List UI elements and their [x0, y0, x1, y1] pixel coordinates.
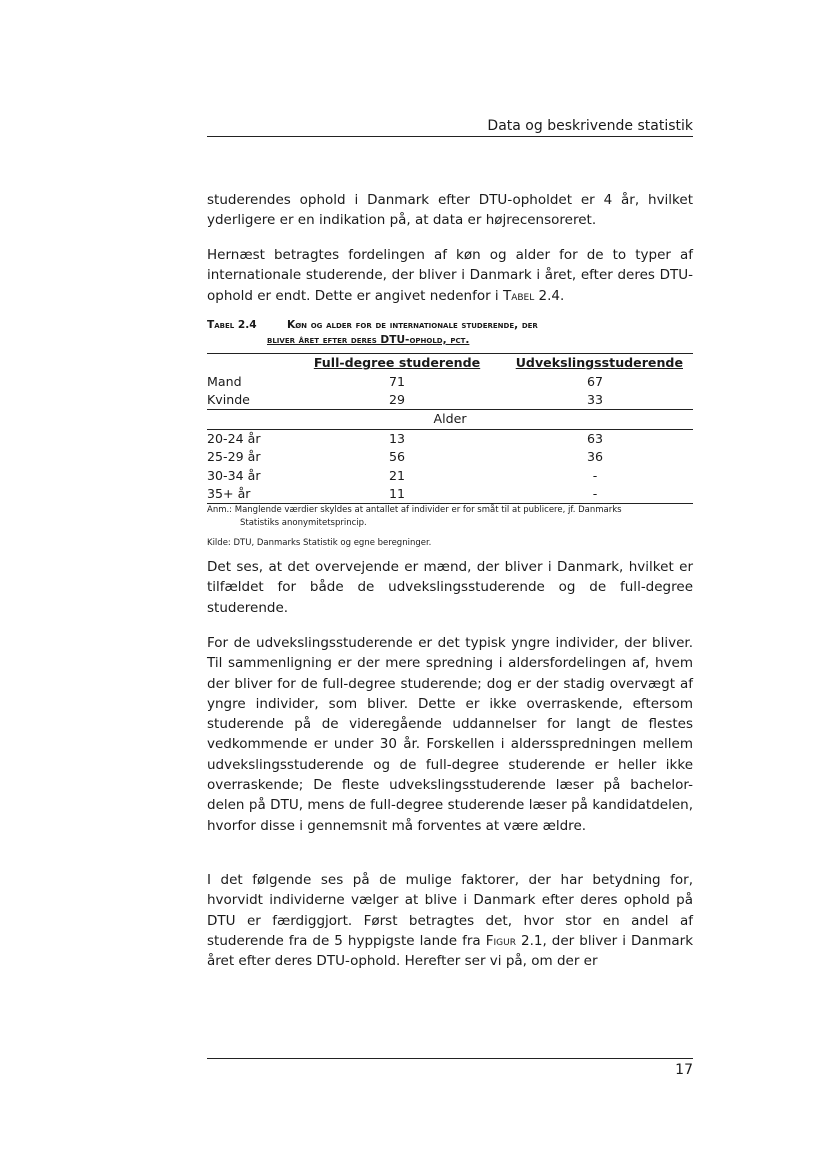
row-label: Mand — [207, 373, 242, 389]
paragraph-5-text: I det følgende ses på de mulige faktorer, der har betydning for, hvorvidt individerne vælger at blive i Danmark efter deres ophold på DTU er færdiggjort. Først betragtes det, hvor stor en andel af studerende fra de 5 hyppigste lande fra — [207, 872, 693, 949]
table-row — [207, 466, 693, 484]
cell-exchange: - — [592, 467, 598, 483]
table-reference: Tabel 2.4 — [502, 287, 561, 304]
running-header: Data og beskrivende statistik — [207, 117, 693, 137]
cell-full-degree: 21 — [388, 467, 406, 483]
table-note: Anm.: Manglende værdier skyldes at antallet af individer er for småt til at publicere, jf. Danmarks — [207, 505, 622, 515]
figure-reference: Figur 2.1 — [485, 932, 543, 949]
table-source: Kilde: DTU, Danmarks Statistik og egne beregninger. — [207, 538, 432, 548]
row-label: 20-24 år — [207, 430, 261, 446]
table-notes — [207, 504, 693, 550]
paragraph-5 — [207, 870, 693, 971]
paragraph-5-end: , der bliver i Danmark året efter deres DTU-ophold. Herefter ser vi på, om der er — [207, 932, 694, 970]
table-header-row — [207, 354, 693, 373]
cell-exchange: 67 — [586, 373, 604, 389]
paragraph-4: For de udvekslingsstuderende er det typisk yngre individer, der bliver. Til sammenligning er der mere spredning i aldersfordelingen af, hvem der bliver for de full-degree studerende; dog er der stadig overvægt af yngre individer, som bliver. Dette er ikke overraskende, eftersom studerende på de videregående uddannelser for langt de flestes vedkommende er under 30 år. Forskellen i aldersspredningen mellem udvekslingsstuderende og de full-degree studerende er heller ikke overraskende; De fleste udvekslingsstuderende læser på bachelor-delen på DTU, mens de full-degree studerende læser på kandidatdelen, hvorfor disse i gennemsnit må forventes at være ældre. — [207, 635, 693, 834]
table-title-line-2: bliver året efter deres DTU-ophold, pct. — [267, 334, 470, 346]
table-row — [207, 448, 693, 466]
cell-exchange: 63 — [586, 430, 604, 446]
table-row — [207, 429, 693, 448]
paragraph-3: Det ses, at det overvejende er mænd, der bliver i Danmark, hvilket er tilfældet for både de udvekslingsstuderende og de full-degree studerende. — [207, 559, 693, 616]
age-subheader-row — [207, 410, 693, 429]
cell-full-degree: 71 — [388, 373, 406, 389]
header-exchange: Udvekslingsstuderende — [515, 355, 683, 371]
cell-full-degree: 56 — [388, 449, 406, 465]
cell-full-degree: 11 — [388, 485, 406, 501]
table-title-line-1: Køn og alder for de internationale studerende, der — [287, 319, 538, 331]
table-note-continued: Statistiks anonymitetsprincip. — [240, 517, 367, 528]
paragraph-2-end: . — [560, 287, 565, 304]
age-subheader: Alder — [207, 410, 693, 429]
page-number: 17 — [675, 1062, 693, 1078]
table-title — [207, 318, 693, 348]
row-label: 35+ år — [207, 485, 251, 501]
cell-exchange: 33 — [497, 391, 693, 410]
paragraph-2 — [207, 245, 693, 306]
data-table — [207, 353, 693, 504]
cell-exchange: - — [592, 485, 598, 501]
paragraph-2-text: Hernæst betragtes fordelingen af køn og alder for de to typer af internationale studerende, der bliver i Danmark i året, efter deres DTU-ophold er endt. Dette er angivet nedenfor i — [207, 247, 693, 304]
cell-exchange: 36 — [586, 449, 604, 465]
row-label: Kvinde — [207, 391, 297, 410]
table-row — [207, 372, 693, 390]
footer-rule — [207, 1058, 693, 1059]
row-label: 30-34 år — [207, 467, 261, 483]
row-label: 25-29 år — [207, 449, 261, 465]
cell-full-degree: 13 — [388, 430, 406, 446]
paragraph-1: studerendes ophold i Danmark efter DTU-opholdet er 4 år, hvilket yderligere er en indikation på, at data er højrecensoreret. — [207, 192, 693, 229]
header-blank — [207, 354, 297, 373]
table-row — [207, 485, 693, 504]
table-row — [207, 391, 693, 410]
table-label: Tabel 2.4 — [207, 319, 257, 331]
cell-full-degree: 29 — [297, 391, 497, 410]
header-full-degree: Full-degree studerende — [313, 355, 481, 371]
